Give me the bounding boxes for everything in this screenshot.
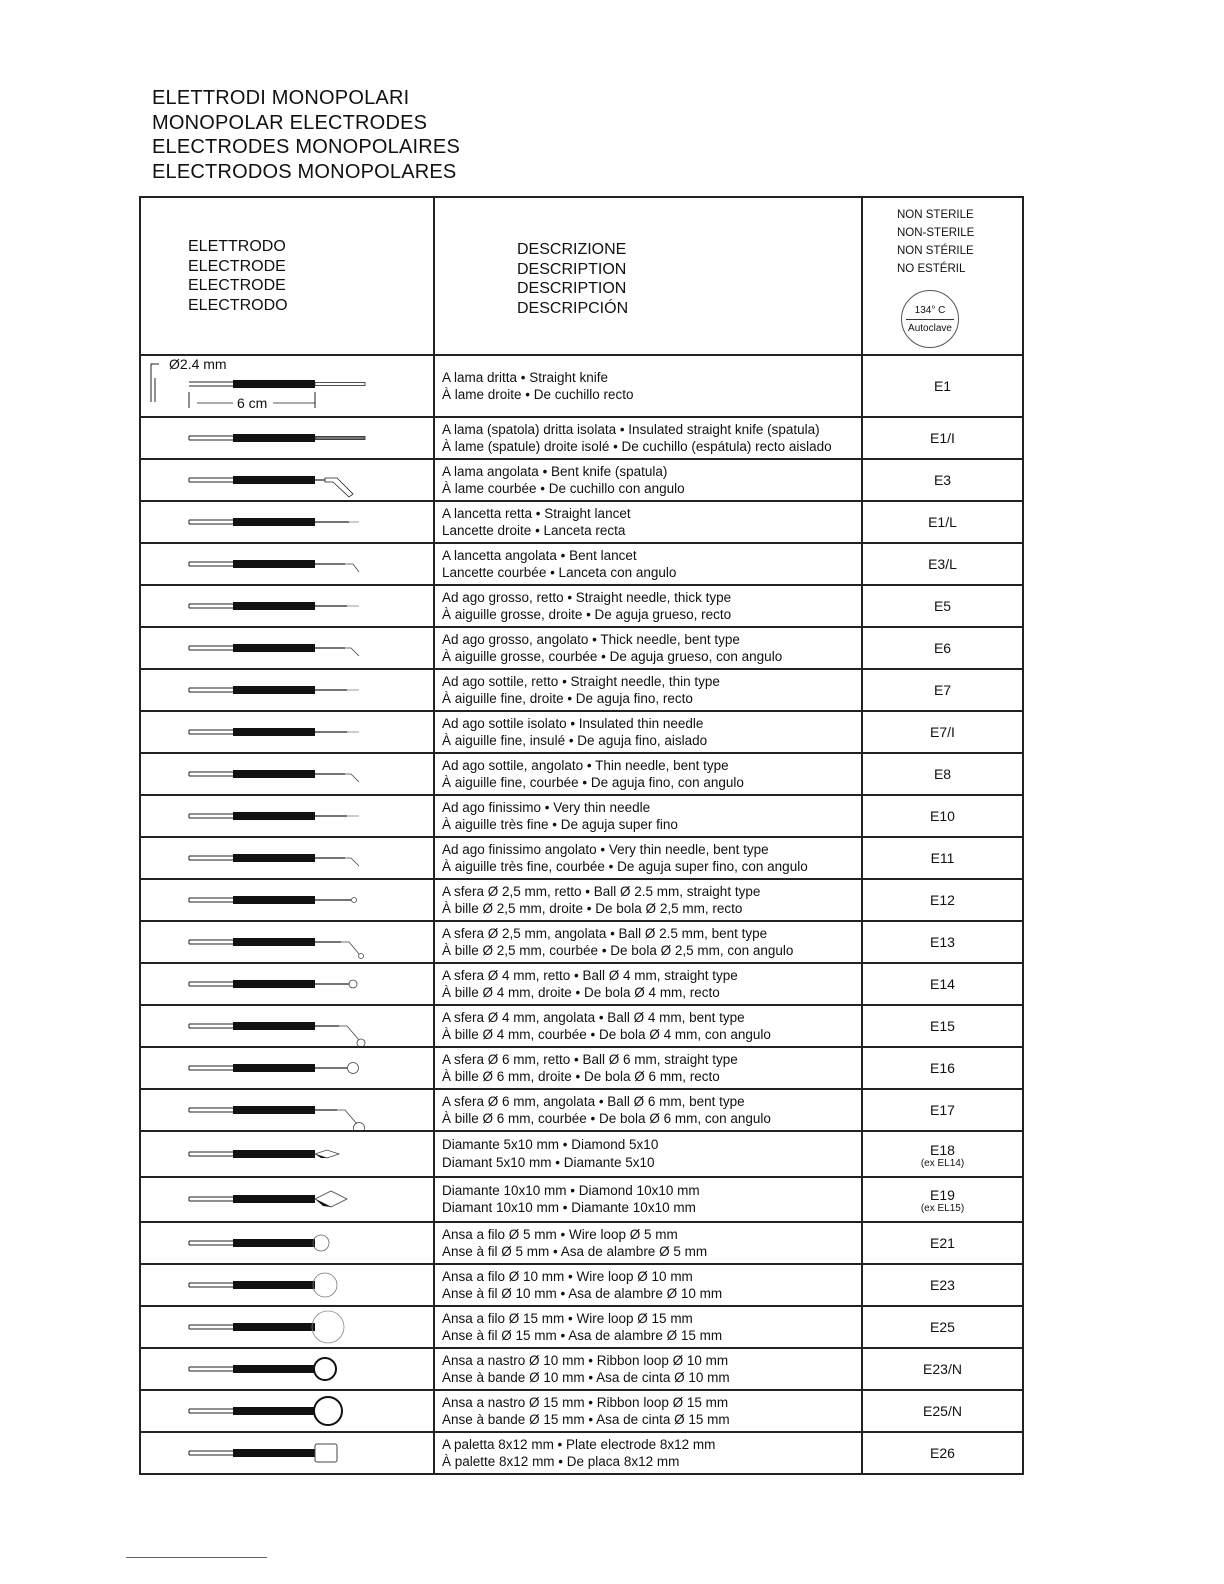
- title-italian: ELETTRODI MONOPOLARI: [152, 87, 410, 109]
- product-code-cell: [862, 921, 1023, 963]
- electrode-bent-lancet-drawing: [141, 544, 431, 584]
- product-code-cell: [862, 1306, 1023, 1348]
- description-line-1: Diamante 5x10 mm • Diamond 5x10: [442, 1137, 659, 1153]
- electrode-illustration: [140, 1047, 434, 1089]
- description-line-1: Ad ago grosso, retto • Straight needle, thick type: [442, 589, 732, 605]
- product-code-cell: [862, 1348, 1023, 1390]
- description-line-1: A lama (spatola) dritta isolata • Insulated straight knife (spatula): [442, 421, 820, 437]
- product-code-cell: [862, 501, 1023, 543]
- product-code-cell: [862, 585, 1023, 627]
- autoclave-temperature: 134° C: [906, 305, 954, 320]
- electrode-illustration: [140, 1089, 434, 1131]
- electrode-illustration: [140, 417, 434, 459]
- description-cell: [434, 627, 862, 669]
- description-cell: [434, 459, 862, 501]
- product-code-cell: [862, 1005, 1023, 1047]
- description-cell: [434, 1222, 862, 1264]
- electrode-illustration: [140, 1005, 434, 1047]
- header-sterility-it: NON STERILE: [897, 209, 974, 221]
- description-line-2: À bille Ø 4 mm, droite • De bola Ø 4 mm, recto: [442, 985, 720, 1000]
- description-line-2: À lame courbée • De cuchillo con angulo: [442, 481, 685, 496]
- electrode-plate-drawing: [141, 1433, 431, 1473]
- header-sterility-es: NO ESTÉRIL: [897, 263, 966, 275]
- electrode-lancet-drawing: [141, 502, 431, 542]
- electrode-illustration: [140, 543, 434, 585]
- table-row: [140, 627, 1023, 669]
- description-cell: [434, 1264, 862, 1306]
- description-line-2: À aiguille fine, insulé • De aguja fino, aislado: [442, 733, 708, 748]
- table-row: [140, 1089, 1023, 1131]
- description-cell: [434, 669, 862, 711]
- header-description-es: DESCRIPCIÓN: [517, 299, 629, 317]
- table-row: [140, 795, 1023, 837]
- electrode-illustration: [140, 753, 434, 795]
- description-line-1: Ansa a nastro Ø 10 mm • Ribbon loop Ø 10 mm: [442, 1352, 729, 1368]
- electrode-bent-needle-drawing: [141, 628, 431, 668]
- table-row: [140, 417, 1023, 459]
- table-row: [140, 753, 1023, 795]
- description-line-1: A sfera Ø 2,5 mm, angolata • Ball Ø 2.5 mm, bent type: [442, 925, 768, 941]
- description-line-2: Anse à bande Ø 15 mm • Asa de cinta Ø 15 mm: [442, 1412, 730, 1427]
- description-line-2: À bille Ø 2,5 mm, courbée • De bola Ø 2,5 mm, con angulo: [442, 943, 794, 958]
- product-code-cell: [862, 1131, 1023, 1177]
- description-line-1: A sfera Ø 2,5 mm, retto • Ball Ø 2.5 mm, straight type: [442, 883, 761, 899]
- table-row: [140, 1432, 1023, 1474]
- description-cell: [434, 1177, 862, 1223]
- description-cell: [434, 1005, 862, 1047]
- description-line-2: Anse à fil Ø 10 mm • Asa de alambre Ø 10 mm: [442, 1286, 723, 1301]
- product-code: E7: [933, 682, 952, 698]
- description-line-1: Ansa a filo Ø 10 mm • Wire loop Ø 10 mm: [442, 1268, 693, 1284]
- product-code: E17: [930, 1102, 955, 1118]
- table-row: [140, 879, 1023, 921]
- description-line-2: Diamant 5x10 mm • Diamante 5x10: [442, 1154, 655, 1170]
- electrode-illustration: [140, 1222, 434, 1264]
- product-code-cell: [862, 795, 1023, 837]
- electrode-illustration: [140, 879, 434, 921]
- product-code-note: (ex EL14): [920, 1157, 965, 1169]
- electrode-loop-15-drawing: [141, 1307, 431, 1347]
- electrode-illustration: [140, 459, 434, 501]
- description-line-2: À lame droite • De cuchillo recto: [442, 387, 634, 402]
- electrode-bent-ball-s-drawing: [141, 922, 431, 962]
- table-row: [140, 1222, 1023, 1264]
- table-row: [140, 837, 1023, 879]
- product-code: E18: [930, 1141, 955, 1158]
- product-code: E23: [930, 1277, 955, 1293]
- description-cell: [434, 879, 862, 921]
- electrode-ball-s-drawing: [141, 880, 431, 920]
- table-row: [140, 543, 1023, 585]
- product-code: E21: [930, 1235, 955, 1251]
- table-row: [140, 1306, 1023, 1348]
- description-line-2: Diamant 10x10 mm • Diamante 10x10 mm: [442, 1200, 696, 1216]
- description-line-2: À aiguille très fine • De aguja super fino: [442, 817, 678, 832]
- electrode-illustration: [140, 795, 434, 837]
- description-cell: [434, 1131, 862, 1177]
- description-line-1: A lama angolata • Bent knife (spatula): [442, 463, 668, 479]
- electrode-knife-ins-drawing: [141, 418, 431, 458]
- description-line-1: A sfera Ø 6 mm, angolata • Ball Ø 6 mm, bent type: [442, 1093, 745, 1109]
- description-line-2: À bille Ø 6 mm, droite • De bola Ø 6 mm, recto: [442, 1069, 720, 1084]
- page-titles: [152, 86, 460, 184]
- title-english: MONOPOLAR ELECTRODES: [152, 111, 428, 134]
- table-row: [140, 355, 1023, 417]
- description-cell: [434, 543, 862, 585]
- description-line-2: Anse à fil Ø 5 mm • Asa de alambre Ø 5 mm: [442, 1244, 708, 1259]
- description-cell: [434, 921, 862, 963]
- electrode-illustration: [140, 711, 434, 753]
- product-code: E7/I: [930, 724, 955, 740]
- electrode-diamond-l-drawing: [141, 1179, 431, 1219]
- electrode-ball-l-drawing: [141, 1048, 431, 1088]
- product-code-cell: [862, 837, 1023, 879]
- table-row: [140, 1390, 1023, 1432]
- header-electrode-it: ELETTRODO: [188, 238, 286, 255]
- description-line-1: A lancetta retta • Straight lancet: [442, 505, 631, 521]
- description-line-1: A lama dritta • Straight knife: [442, 369, 609, 385]
- electrode-bent-knife-drawing: [141, 460, 431, 500]
- description-line-2: À bille Ø 4 mm, courbée • De bola Ø 4 mm, con angulo: [442, 1027, 771, 1042]
- description-line-2: À bille Ø 2,5 mm, droite • De bola Ø 2,5 mm, recto: [442, 901, 743, 916]
- diameter-label: Ø2.4 mm: [169, 356, 227, 372]
- description-cell: [434, 795, 862, 837]
- electrode-illustration: [140, 1432, 434, 1474]
- electrode-illustration: [140, 501, 434, 543]
- product-code: E14: [930, 976, 955, 992]
- product-code-cell: [862, 1047, 1023, 1089]
- electrode-illustration: [140, 1390, 434, 1432]
- description-line-1: Ad ago finissimo • Very thin needle: [442, 799, 651, 815]
- footer-line: [126, 1557, 267, 1558]
- product-code-cell: [862, 1390, 1023, 1432]
- product-code-cell: [862, 1432, 1023, 1474]
- description-line-1: Ad ago sottile isolato • Insulated thin needle: [442, 715, 704, 731]
- electrode-bent-needle-drawing: [141, 754, 431, 794]
- description-line-2: À aiguille fine, droite • De aguja fino, recto: [442, 691, 693, 706]
- electrode-bent-needle-drawing: [141, 838, 431, 878]
- electrode-illustration: [140, 963, 434, 1005]
- description-line-1: Ansa a filo Ø 5 mm • Wire loop Ø 5 mm: [442, 1226, 678, 1242]
- electrode-loop-5-drawing: [141, 1223, 431, 1263]
- description-line-2: À aiguille grosse, courbée • De aguja grueso, con angulo: [442, 649, 783, 664]
- table-row: [140, 711, 1023, 753]
- header-sterility: [862, 197, 1023, 355]
- table-row: [140, 1005, 1023, 1047]
- electrode-illustration: [140, 1264, 434, 1306]
- description-line-1: Ad ago sottile, retto • Straight needle, thin type: [442, 673, 720, 689]
- description-line-1: Ad ago finissimo angolato • Very thin needle, bent type: [442, 841, 769, 857]
- electrode-illustration: [140, 627, 434, 669]
- product-code: E8: [933, 766, 952, 782]
- table-row: [140, 1177, 1023, 1223]
- product-code: E1/I: [930, 430, 955, 446]
- electrode-illustration: [140, 355, 434, 417]
- table-row: [140, 669, 1023, 711]
- product-code: E25/N: [923, 1403, 962, 1419]
- product-code: E10: [930, 808, 955, 824]
- description-cell: [434, 963, 862, 1005]
- description-line-1: A sfera Ø 4 mm, angolata • Ball Ø 4 mm, bent type: [442, 1009, 745, 1025]
- product-code-cell: [862, 963, 1023, 1005]
- electrode-illustration: [140, 669, 434, 711]
- description-line-2: Lancette droite • Lanceta recta: [442, 523, 626, 538]
- product-code: E1: [933, 378, 952, 394]
- header-description-it: DESCRIZIONE: [517, 241, 627, 258]
- description-line-1: Ansa a nastro Ø 15 mm • Ribbon loop Ø 15 mm: [442, 1394, 729, 1410]
- description-line-1: Ad ago grosso, angolato • Thick needle, bent type: [442, 631, 740, 647]
- description-line-1: A paletta 8x12 mm • Plate electrode 8x12 mm: [442, 1436, 716, 1452]
- product-code-cell: [862, 1222, 1023, 1264]
- header-electrode: [140, 197, 434, 355]
- product-code-cell: [862, 543, 1023, 585]
- product-code: E11: [930, 850, 955, 866]
- description-line-2: À palette 8x12 mm • De placa 8x12 mm: [442, 1454, 680, 1469]
- product-code-cell: [862, 711, 1023, 753]
- product-code: E15: [930, 1018, 955, 1034]
- product-code: E3: [933, 472, 952, 488]
- header-sterility-en: NON-STERILE: [897, 227, 975, 239]
- product-code-cell: [862, 669, 1023, 711]
- description-line-1: A sfera Ø 4 mm, retto • Ball Ø 4 mm, straight type: [442, 967, 738, 983]
- electrode-bent-ball-l-drawing: [141, 1090, 431, 1130]
- description-cell: [434, 1306, 862, 1348]
- description-line-1: A lancetta angolata • Bent lancet: [442, 547, 637, 563]
- product-code-cell: [862, 417, 1023, 459]
- header-electrode-en: ELECTRODE: [188, 257, 286, 275]
- electrode-illustration: [140, 837, 434, 879]
- electrode-ribbon-15-drawing: [141, 1391, 431, 1431]
- product-code-cell: [862, 753, 1023, 795]
- table-header-row: [140, 197, 1023, 355]
- description-line-2: À aiguille grosse, droite • De aguja grueso, recto: [442, 607, 732, 622]
- product-code-cell: [862, 459, 1023, 501]
- description-line-1: Ad ago sottile, angolato • Thin needle, bent type: [442, 757, 729, 773]
- description-cell: [434, 355, 862, 417]
- electrode-needle-drawing: [141, 670, 431, 710]
- product-code-cell: [862, 1089, 1023, 1131]
- table-row: [140, 1047, 1023, 1089]
- description-cell: [434, 1047, 862, 1089]
- product-code: E6: [933, 640, 952, 656]
- product-code: E12: [930, 892, 955, 908]
- product-code-cell: [862, 1177, 1023, 1223]
- header-description: [434, 197, 862, 355]
- table-row: [140, 1131, 1023, 1177]
- description-line-2: Anse à fil Ø 15 mm • Asa de alambre Ø 15 mm: [442, 1328, 723, 1343]
- product-code: E26: [930, 1445, 955, 1461]
- product-code: E1/L: [928, 514, 957, 530]
- header-electrode-fr: ELECTRODE: [188, 277, 286, 294]
- description-cell: [434, 1348, 862, 1390]
- description-cell: [434, 711, 862, 753]
- description-line-2: À bille Ø 6 mm, courbée • De bola Ø 6 mm, con angulo: [442, 1111, 771, 1126]
- table-row: [140, 1264, 1023, 1306]
- description-line-1: Diamante 10x10 mm • Diamond 10x10 mm: [442, 1182, 700, 1198]
- table-row: [140, 501, 1023, 543]
- product-code-cell: [862, 627, 1023, 669]
- title-spanish: ELECTRODOS MONOPOLARES: [152, 160, 457, 183]
- electrode-illustration: [140, 585, 434, 627]
- description-line-2: Anse à bande Ø 10 mm • Asa de cinta Ø 10 mm: [442, 1370, 730, 1385]
- electrode-illustration: [140, 1348, 434, 1390]
- electrode-needle-drawing: [141, 796, 431, 836]
- electrode-ball-m-drawing: [141, 964, 431, 1004]
- product-code-cell: [862, 355, 1023, 417]
- description-cell: [434, 585, 862, 627]
- electrode-diamond-s-drawing: [141, 1134, 431, 1174]
- product-code: E3/L: [928, 556, 957, 572]
- electrode-needle-drawing: [141, 712, 431, 752]
- header-description-en: DESCRIPTION: [517, 260, 627, 278]
- autoclave-badge: [901, 290, 959, 348]
- electrode-table: [139, 196, 1024, 1475]
- description-line-1: Ansa a filo Ø 15 mm • Wire loop Ø 15 mm: [442, 1310, 693, 1326]
- product-code: E16: [930, 1060, 955, 1076]
- product-code: E5: [933, 598, 952, 614]
- description-cell: [434, 1390, 862, 1432]
- table-row: [140, 459, 1023, 501]
- electrode-loop-10-drawing: [141, 1265, 431, 1305]
- electrode-illustration: [140, 921, 434, 963]
- description-line-2: Lancette courbée • Lanceta con angulo: [442, 565, 677, 580]
- electrode-bent-ball-m-drawing: [141, 1006, 431, 1046]
- product-code: E25: [930, 1319, 955, 1335]
- description-line-2: À aiguille fine, courbée • De aguja fino, con angulo: [442, 775, 744, 790]
- electrode-ribbon-10-drawing: [141, 1349, 431, 1389]
- description-line-2: À lame (spatule) droite isolé • De cuchillo (espátula) recto aislado: [442, 439, 832, 454]
- electrode-illustration: [140, 1131, 434, 1177]
- description-cell: [434, 1089, 862, 1131]
- description-cell: [434, 501, 862, 543]
- title-french: ELECTRODES MONOPOLAIRES: [152, 136, 460, 158]
- table-row: [140, 963, 1023, 1005]
- product-code-cell: [862, 1264, 1023, 1306]
- length-label: 6 cm: [237, 395, 268, 411]
- product-code-note: (ex EL15): [920, 1203, 965, 1215]
- description-cell: [434, 1432, 862, 1474]
- electrode-illustration: [140, 1306, 434, 1348]
- product-code: E13: [930, 934, 955, 950]
- autoclave-label: Autoclave: [908, 322, 952, 334]
- description-cell: [434, 753, 862, 795]
- product-code: E19: [930, 1187, 955, 1204]
- electrode-needle-drawing: [141, 586, 431, 626]
- table-row: [140, 585, 1023, 627]
- description-cell: [434, 417, 862, 459]
- product-code: E23/N: [923, 1361, 962, 1377]
- header-electrode-es: ELECTRODO: [188, 296, 288, 314]
- product-code-cell: [862, 879, 1023, 921]
- header-sterility-fr: NON STÉRILE: [897, 245, 974, 257]
- description-line-2: À aiguille très fine, courbée • De aguja super fino, con angulo: [442, 859, 808, 874]
- description-cell: [434, 837, 862, 879]
- header-description-fr: DESCRIPTION: [517, 280, 627, 297]
- electrode-illustration: [140, 1177, 434, 1223]
- table-row: [140, 1348, 1023, 1390]
- description-line-1: A sfera Ø 6 mm, retto • Ball Ø 6 mm, straight type: [442, 1051, 738, 1067]
- table-row: [140, 921, 1023, 963]
